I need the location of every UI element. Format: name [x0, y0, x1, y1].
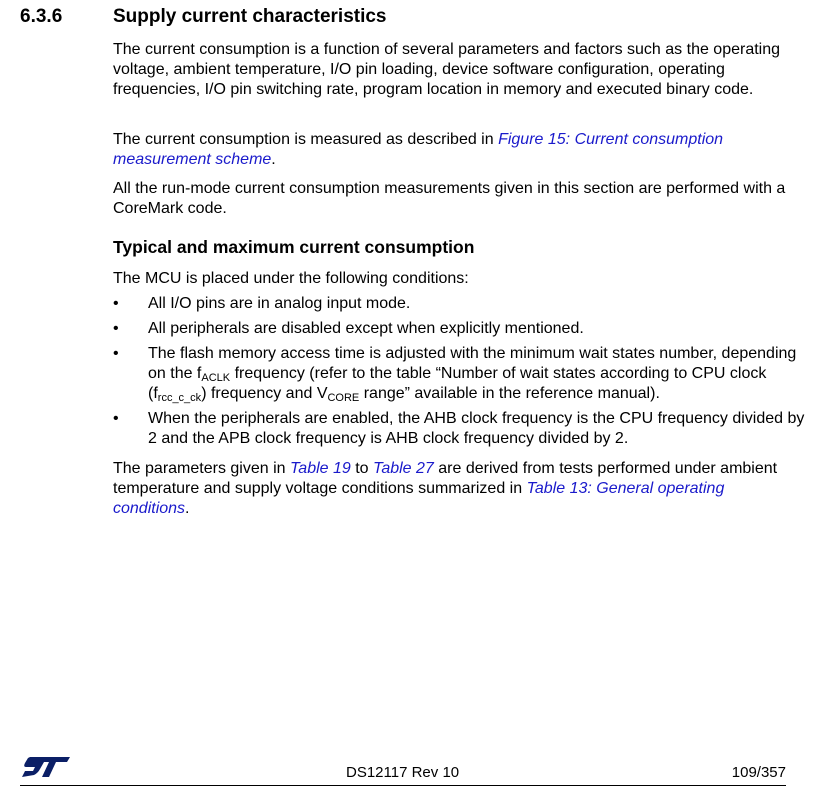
paragraph-1: The current consumption is a function of several parameters and factors such as the operating voltage, ambient temperature, I/O pin loading, device software configuration, operating frequencies, I/O pin switching rate, program location in memory and executed binary code. — [113, 41, 781, 98]
section-title: Supply current characteristics — [113, 6, 387, 27]
st-logo — [20, 755, 72, 779]
document-id: DS12117 Rev 10 — [346, 764, 460, 781]
section-number: 6.3.6 — [20, 6, 63, 27]
rcc-subscript: rcc_c_ck — [157, 392, 202, 404]
closing-text-1: The parameters given in — [113, 460, 290, 477]
paragraph-2-text: The current consumption is measured as described in — [113, 131, 499, 148]
bullet-icon: • — [113, 320, 119, 337]
paragraph-3: All the run-mode current consumption measurements given in this section are performed with a CoreMark code. — [113, 180, 786, 217]
closing-paragraph — [113, 459, 803, 519]
aclk-subscript: ACLK — [201, 372, 231, 384]
list-item-text: When the peripherals are enabled, the AHB clock frequency is the CPU frequency divided by 2 and the APB clock frequency is AHB clock frequency divided by 2. — [148, 410, 805, 447]
closing-text-2: to — [350, 460, 374, 477]
wait-states-text-2: frequency (refer to the table “Number of wait states according to CPU clock (f — [148, 365, 767, 402]
page-number: 109/357 — [731, 764, 786, 781]
paragraph-2 — [113, 130, 803, 170]
table-13-link[interactable]: Table 13: General operating conditions — [113, 480, 725, 517]
wait-states-text-3: ) frequency and V — [201, 385, 328, 402]
footer-divider — [20, 785, 786, 786]
closing-text-3: are derived from tests performed under ambient temperature and supply voltage conditions summarized in — [113, 460, 778, 497]
bullet-icon: • — [113, 345, 119, 362]
conditions-intro: The MCU is placed under the following conditions: — [113, 270, 469, 287]
table-19-link[interactable]: Table 19 — [289, 460, 351, 477]
subheading: Typical and maximum current consumption — [113, 237, 475, 257]
list-item-text: All peripherals are disabled except when explicitly mentioned. — [148, 320, 584, 337]
core-subscript: CORE — [327, 392, 360, 404]
paragraph-2-end: . — [271, 151, 276, 168]
wait-states-text-4: range” available in the reference manual). — [359, 385, 660, 402]
bullet-icon: • — [113, 295, 119, 312]
closing-text-4: . — [185, 500, 190, 517]
figure-15-link[interactable]: Figure 15: Current consumption measurement scheme — [113, 131, 724, 168]
list-item-text — [148, 344, 808, 404]
wait-states-text-1: The flash memory access time is adjusted with the minimum wait states number, depending on the f — [148, 345, 797, 382]
table-27-link[interactable]: Table 27 — [373, 460, 434, 477]
list-item-text: All I/O pins are in analog input mode. — [148, 295, 411, 312]
bullet-icon: • — [113, 410, 119, 427]
